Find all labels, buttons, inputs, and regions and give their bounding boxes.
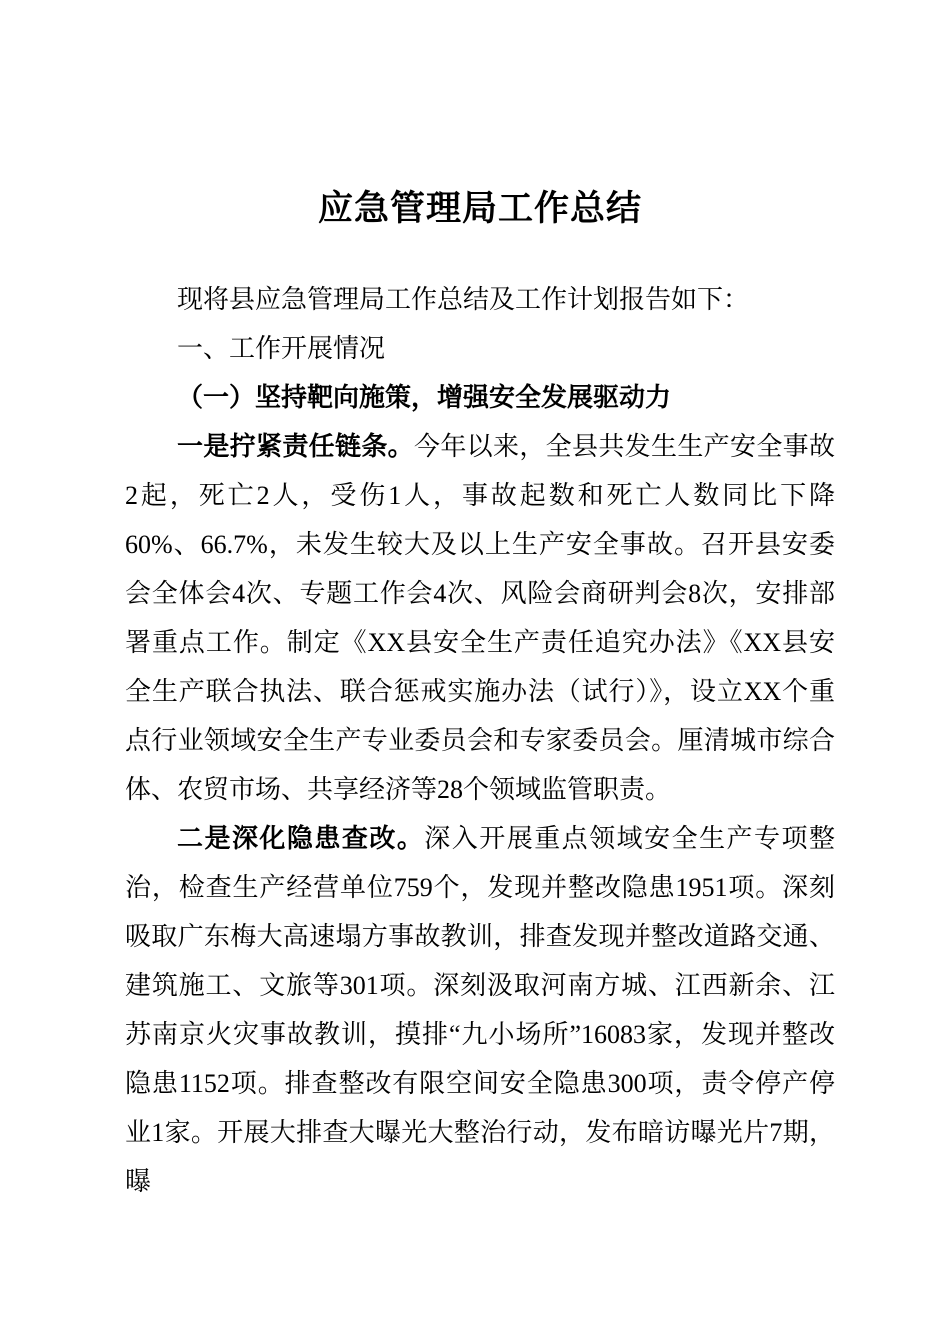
body-paragraph-2 — [125, 814, 835, 1206]
paragraph-1-text: 今年以来，全县共发生生产安全事故2起，死亡2人，受伤1人，事故起数和死亡人数同比下降60%、66.7%，未发生较大及以上生产安全事故。召开县安委会全体会4次、专题工作会4次、风险会商研判会8次，安排部署重点工作。制定《XX县安全生产责任追究办法》《XX县安全生产联合执法、联合惩戒实施办法（试行）》，设立XX个重点行业领域安全生产专业委员会和专家委员会。厘清城市综合体、农贸市场、共享经济等28个领域监管职责。 — [125, 432, 835, 804]
document-title: 应急管理局工作总结 — [317, 189, 642, 228]
subsection-heading: （一）坚持靶向施策，增强安全发展驱动力 — [177, 382, 672, 412]
section-heading: 一、工作开展情况 — [177, 333, 386, 363]
paragraph-2-lead: 二是深化隐患查改。 — [177, 823, 425, 853]
paragraph-1-lead: 一是拧紧责任链条。 — [177, 431, 414, 461]
paragraph-2-text: 深入开展重点领域安全生产专项整治，检查生产经营单位759个，发现并整改隐患1951项。深刻吸取广东梅大高速塌方事故教训，排查发现并整改道路交通、建筑施工、文旅等301项。深刻汲取河南方城、江西新余、江苏南京火灾事故教训，摸排“九小场所”16083家，发现并整改隐患1152项。排查整改有限空间安全隐患300项，责令停产停业1家。开展大排查大曝光大整治行动，发布暗访曝光片7期，曝 — [125, 824, 835, 1196]
intro-paragraph: 现将县应急管理局工作总结及工作计划报告如下： — [177, 285, 750, 314]
body-paragraph-1 — [125, 422, 835, 814]
